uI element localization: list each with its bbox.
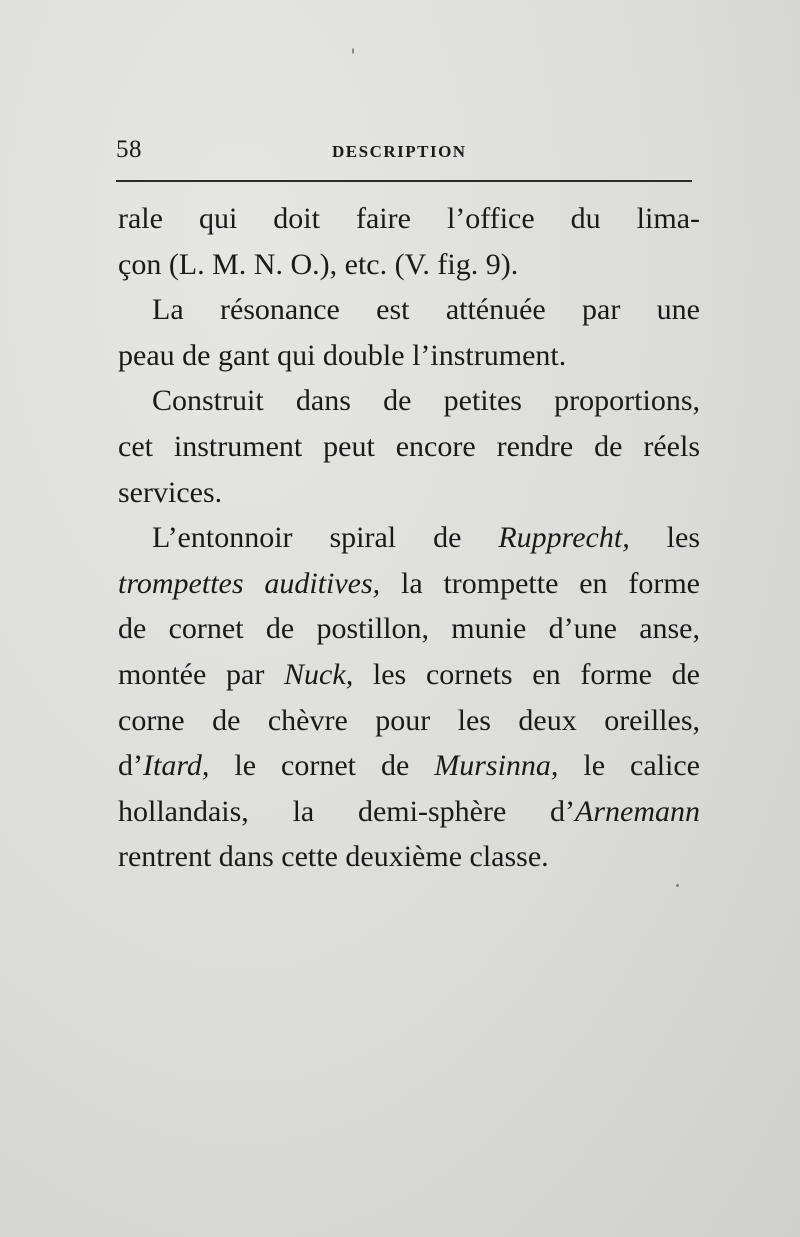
- header-rule: [116, 180, 692, 182]
- text-run: d’: [118, 749, 143, 783]
- running-head: DESCRIPTION: [332, 142, 467, 161]
- author-name-rupprecht: Rupprecht,: [498, 521, 630, 555]
- text-line: [118, 561, 700, 607]
- body-text: [118, 196, 700, 880]
- text-run: la trompette en forme: [380, 566, 700, 600]
- text-line: cet instrument peut encore rendre de réels: [118, 429, 700, 463]
- text-line: La résonance est atténuée par une: [152, 293, 700, 327]
- text-line: [118, 789, 700, 835]
- text-line: rale qui doit faire l’office du lima-: [118, 202, 700, 235]
- page-number: 58: [116, 136, 142, 163]
- text-run: le calice: [558, 749, 700, 783]
- text-line: de cornet de postillon, munie d’une anse,: [118, 612, 700, 646]
- text-line: [118, 515, 700, 561]
- text-line: [118, 743, 700, 789]
- author-name-arnemann: Arnemann: [575, 794, 700, 828]
- text-run: le cornet de: [209, 749, 435, 783]
- text-run: montée par: [118, 657, 285, 691]
- italic-term-trompettes-auditives: trompettes auditives,: [118, 566, 381, 600]
- text-line: corne de chèvre pour les deux oreilles,: [118, 703, 700, 737]
- text-line: peau de gant qui double l’instrument.: [118, 338, 567, 372]
- author-name-mursinna: Mursinna,: [434, 749, 559, 783]
- page-header: [116, 136, 692, 168]
- text-run: les: [629, 521, 700, 555]
- text-run: hollandais, la demi-sphère d’: [118, 794, 576, 828]
- paper-speck: [352, 48, 354, 54]
- text-line: Construit dans de petites proportions,: [152, 384, 700, 418]
- text-line: rentrent dans cette deuxième classe.: [118, 840, 549, 874]
- text-line: çon (L. M. N. O.), etc. (V. fig. 9).: [118, 247, 519, 281]
- author-name-nuck: Nuck,: [284, 657, 354, 691]
- text-run: L’entonnoir spiral de: [152, 521, 499, 555]
- text-line: services.: [118, 475, 223, 509]
- text-line: [118, 652, 700, 698]
- author-name-itard: Itard,: [143, 749, 210, 783]
- paper-speck: [676, 884, 679, 887]
- text-run: les cornets en forme de: [353, 657, 700, 691]
